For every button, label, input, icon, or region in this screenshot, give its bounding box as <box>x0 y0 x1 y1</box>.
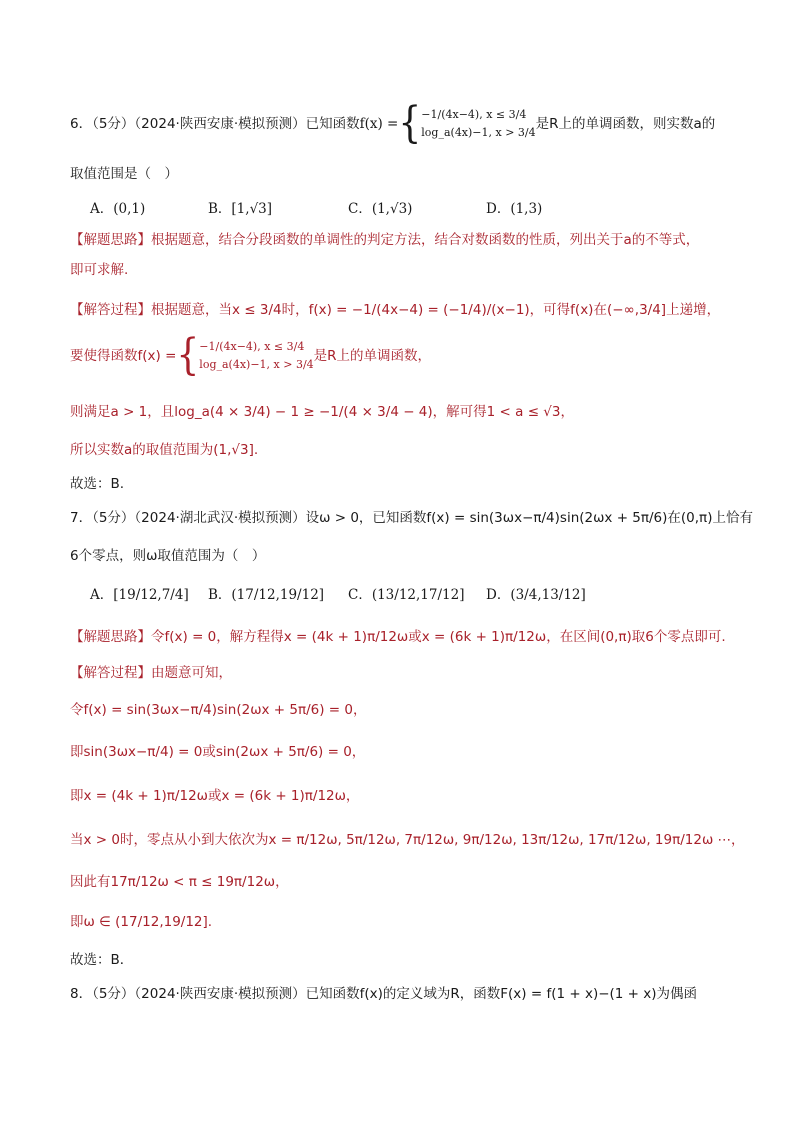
q7-process-header: 【解答过程】由题意可知， <box>70 665 232 681</box>
q7-stem-cont: 6个零点，则ω取值范围为（ ） <box>70 548 266 564</box>
q7-step-4: 当x > 0时，零点从小到大依次为x = π/12ω, 5π/12ω, 7π/12ω, 9π/12ω, 13π/12ω, 17π/12ω, 19π/12ω ⋯， <box>70 832 745 848</box>
q6-thought-label: 【解题思路】 <box>70 232 151 248</box>
q6-process-2: 要使得函数f(x) ={ −1/(4x−4), x ≤ 3/4 log_a(4x)−1, x > 3/4 是R上的单调函数， <box>70 330 432 380</box>
piecewise-brace: { <box>398 98 422 148</box>
q6-option-d[interactable]: D．(1,3) <box>486 201 543 217</box>
q6-process-label: 【解答过程】 <box>70 302 151 318</box>
q6-option-b[interactable]: B．[1,√3] <box>208 201 273 217</box>
piecewise-definition-repeat: −1/(4x−4), x ≤ 3/4 log_a(4x)−1, x > 3/4 <box>199 340 314 371</box>
q7-thought-label: 【解题思路】 <box>70 629 151 645</box>
q7-step-3: 即x = (4k + 1)π/12ω或x = (6k + 1)π/12ω， <box>70 788 360 804</box>
q6-option-a[interactable]: A．(0,1) <box>90 201 146 217</box>
q6-stem: 6．（5分）（2024·陕西安康·模拟预测）已知函数f(x) ={ −1/(4x−4), x ≤ 3/4 log_a(4x)−1, x > 3/4 是R上的单调函数，则实数a的 <box>70 98 716 148</box>
q6-process-3: 则满足a > 1，且log_a(4 × 3/4) − 1 ≥ −1/(4 × 3/4 − 4)，解可得1 < a ≤ √3， <box>70 404 574 420</box>
q6-answer: 故选：B. <box>70 476 125 492</box>
piecewise-definition: −1/(4x−4), x ≤ 3/4 log_a(4x)−1, x > 3/4 <box>421 108 536 139</box>
q6-process-1: 【解答过程】根据题意，当x ≤ 3/4时，f(x) = −1/(4x−4) = (−1/4)/(x−1)，可得f(x)在(−∞,3/4]上递增， <box>70 302 721 318</box>
q6-option-c[interactable]: C．(1,√3) <box>348 201 413 217</box>
q7-option-a[interactable]: A．[19/12,7/4] <box>90 587 189 603</box>
q7-option-d[interactable]: D．(3/4,13/12] <box>486 587 586 603</box>
q8-stem: 8．（5分）（2024·陕西安康·模拟预测）已知函数f(x)的定义域为R，函数F(x) = f(1 + x)−(1 + x)为偶函 <box>70 986 698 1002</box>
q6-stem-cont: 取值范围是（ ） <box>70 166 178 182</box>
q6-process-4: 所以实数a的取值范围为(1,√3]. <box>70 442 259 458</box>
q6-thought: 【解题思路】根据题意，结合分段函数的单调性的判定方法，结合对数函数的性质，列出关于a的不等式， <box>70 232 700 248</box>
q7-stem: 7．（5分）（2024·湖北武汉·模拟预测）设ω > 0，已知函数f(x) = sin(3ωx−π/4)sin(2ωx + 5π/6)在(0,π)上恰有 <box>70 510 753 526</box>
q7-process-label: 【解答过程】 <box>70 665 151 681</box>
q7-answer: 故选：B． <box>70 952 134 968</box>
q7-step-2: 即sin(3ωx−π/4) = 0或sin(2ωx + 5π/6) = 0， <box>70 744 366 760</box>
q7-step-1: 令f(x) = sin(3ωx−π/4)sin(2ωx + 5π/6) = 0， <box>70 702 367 718</box>
q6-thought-cont: 即可求解. <box>70 262 129 278</box>
q7-option-b[interactable]: B．(17/12,19/12] <box>208 587 325 603</box>
q7-thought: 【解题思路】令f(x) = 0，解方程得x = (4k + 1)π/12ω或x = (6k + 1)π/12ω，在区间(0,π)取6个零点即可. <box>70 629 726 645</box>
q7-step-5: 因此有17π/12ω < π ≤ 19π/12ω， <box>70 874 289 890</box>
q7-step-6: 即ω ∈ (17/12,19/12]. <box>70 914 213 930</box>
q7-option-c[interactable]: C．(13/12,17/12] <box>348 587 465 603</box>
